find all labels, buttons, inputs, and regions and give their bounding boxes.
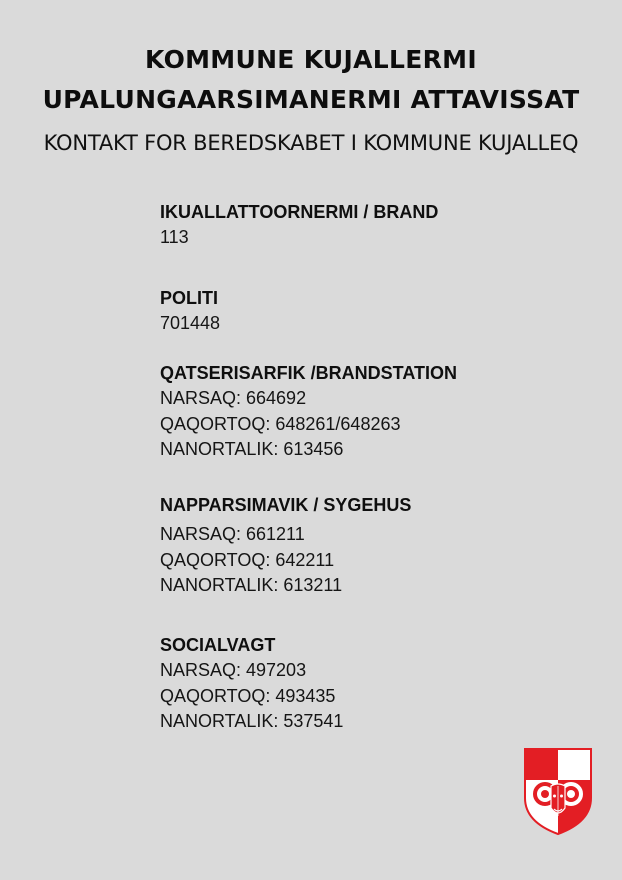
phone-entry-narsaq: NARSAQ: 664692 bbox=[160, 388, 307, 408]
phone-number: 701448 bbox=[160, 313, 221, 333]
phone-entry-narsaq: NARSAQ: 661211 bbox=[160, 524, 305, 544]
phone-entry-qaqortoq: QAQORTOQ: 642211 bbox=[160, 549, 335, 570]
section-social-services bbox=[160, 632, 343, 735]
section-hospital bbox=[160, 492, 411, 599]
phone-entry-nanortalik: NANORTALIK: 537541 bbox=[160, 711, 344, 731]
section-heading: NAPPARSIMAVIK / SYGEHUS bbox=[160, 495, 412, 515]
phone-entry-qaqortoq: QAQORTOQ: 493435 bbox=[160, 685, 336, 706]
page-title-line-2: UPALUNGAARSIMANERMI ATTAVISSAT bbox=[42, 85, 580, 114]
section-heading: SOCIALVAGT bbox=[160, 635, 276, 655]
section-police bbox=[160, 285, 220, 337]
phone-entry-narsaq: NARSAQ: 497203 bbox=[160, 660, 307, 680]
section-fire-station bbox=[160, 360, 457, 463]
page-header bbox=[0, 40, 622, 158]
ram-shield-icon bbox=[523, 746, 593, 836]
section-heading: IKUALLATTOORNERMI / BRAND bbox=[160, 202, 439, 222]
phone-number: 113 bbox=[160, 227, 189, 247]
page-subtitle: KONTAKT FOR BEREDSKABET I KOMMUNE KUJALLEQ bbox=[43, 131, 579, 155]
phone-entry-nanortalik: NANORTALIK: 613211 bbox=[160, 575, 343, 595]
phone-entry-qaqortoq: QAQORTOQ: 648261/648263 bbox=[160, 413, 401, 434]
section-fire bbox=[160, 199, 438, 251]
section-heading: POLITI bbox=[160, 288, 218, 308]
section-heading: QATSERISARFIK /BRANDSTATION bbox=[160, 363, 457, 383]
phone-entry-nanortalik: NANORTALIK: 613456 bbox=[160, 439, 344, 459]
page-title-line-1: KOMMUNE KUJALLERMI bbox=[145, 45, 477, 74]
